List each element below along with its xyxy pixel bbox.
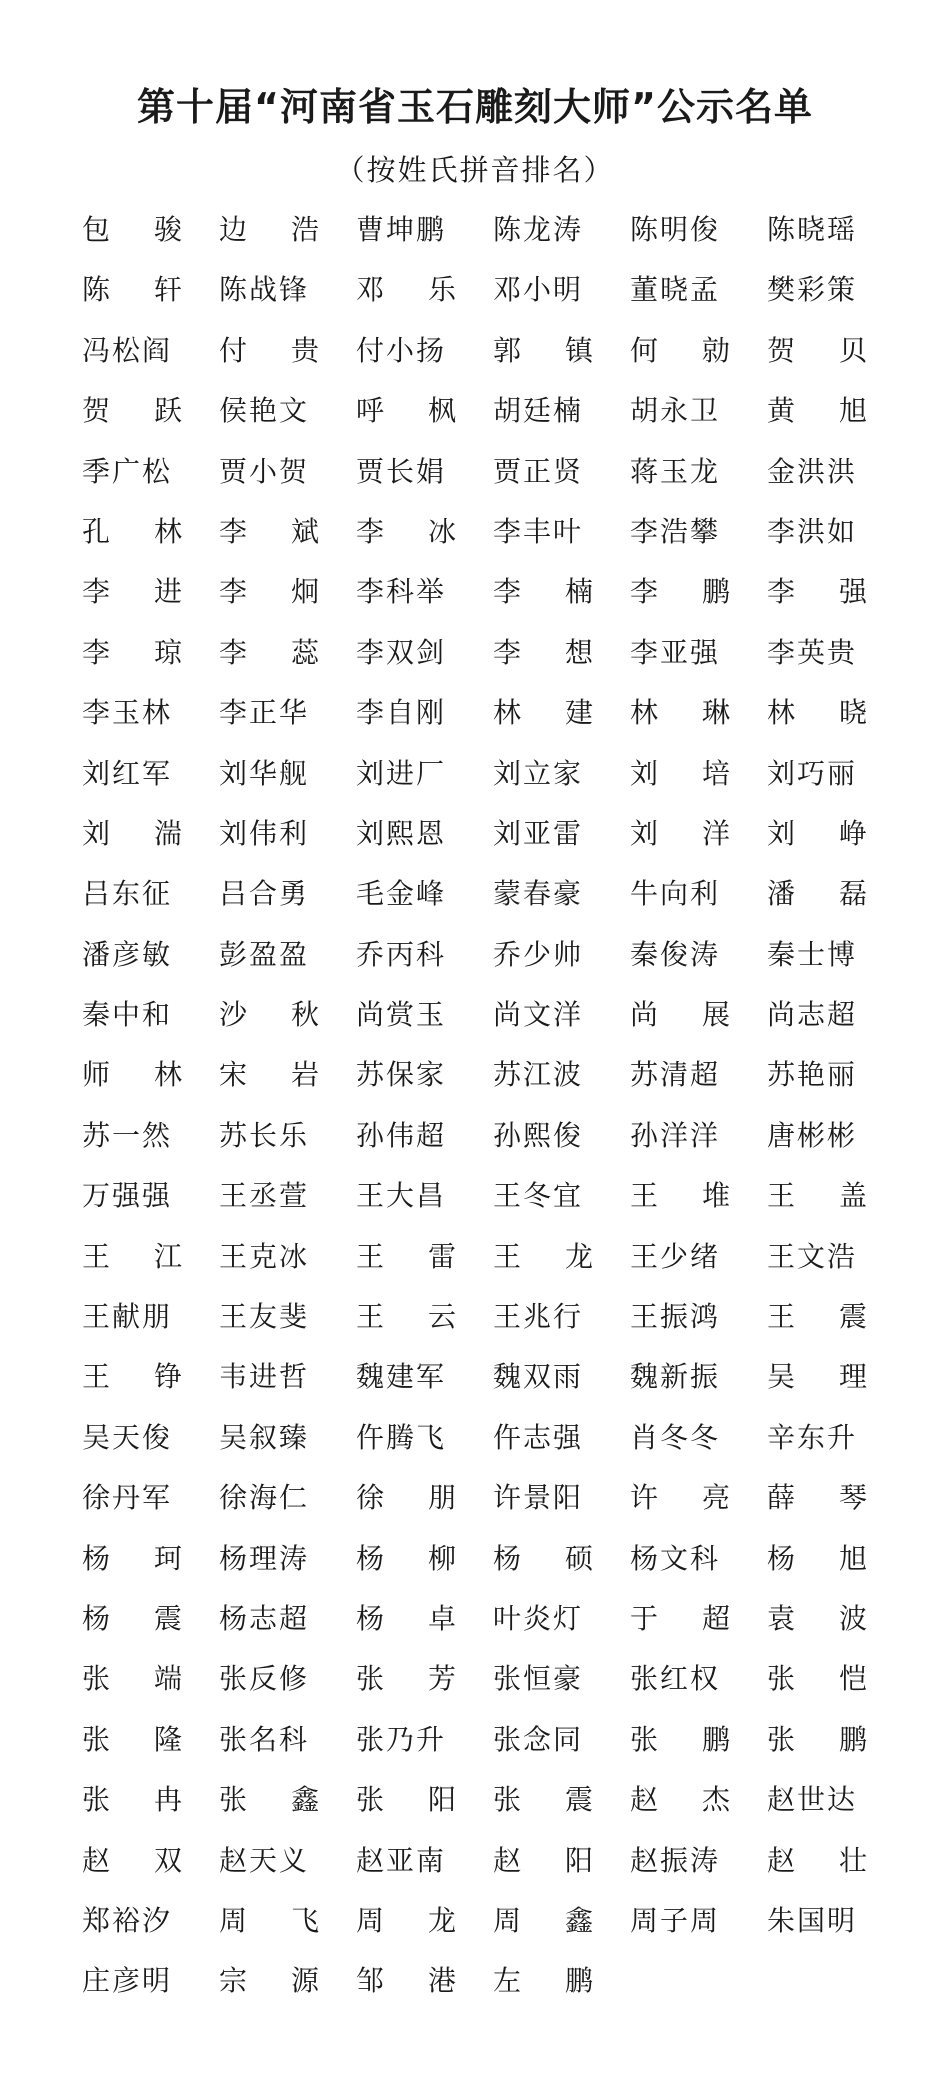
list-item: 周龙 [356,1903,501,1937]
list-item: 庄彦明 [82,1964,173,1998]
list-item: 贾正贤 [493,454,584,488]
list-item: 李丰叶 [493,514,584,548]
list-item: 张冉 [82,1783,227,1817]
list-item: 杨珂 [82,1541,227,1575]
list-item: 苏长乐 [219,1118,310,1152]
list-item: 王振鸿 [630,1300,721,1334]
list-item: 张鑫 [219,1783,364,1817]
list-item: 张芳 [356,1662,501,1696]
list-item: 孙洋洋 [630,1118,721,1152]
list-item: 毛金峰 [356,877,447,911]
list-item: 潘磊 [767,877,912,911]
list-item: 尚文洋 [493,998,584,1032]
list-item: 尚赏玉 [356,998,447,1032]
list-item: 王兆行 [493,1300,584,1334]
list-item: 李洪如 [767,514,858,548]
list-item: 王文浩 [767,1239,858,1273]
page-subtitle: （按姓氏拼音排名） [335,153,615,187]
list-item: 李英贵 [767,635,858,669]
list-item: 刘华舰 [219,756,310,790]
list-item: 苏艳丽 [767,1058,858,1092]
list-item: 乔丙科 [356,937,447,971]
list-item: 曹坤鹏 [356,213,447,246]
list-item: 张红权 [630,1662,721,1696]
list-item: 王铮 [82,1360,227,1394]
list-item: 李炯 [219,575,364,609]
list-item: 仵志强 [493,1420,584,1454]
list-item: 李科举 [356,575,447,609]
list-item: 苏一然 [82,1118,173,1152]
list-item: 徐海仁 [219,1481,310,1515]
list-item: 王克冰 [219,1239,310,1273]
list-item: 赵世达 [767,1783,858,1817]
list-item: 郭镇 [493,333,638,367]
list-item: 王盖 [767,1179,912,1213]
list-item: 苏江波 [493,1058,584,1092]
list-item: 李双剑 [356,635,447,669]
list-item: 李冰 [356,514,501,548]
list-item: 薛琴 [767,1481,912,1515]
list-item: 贾小贺 [219,454,310,488]
list-item: 杨卓 [356,1601,501,1635]
list-item: 董晓孟 [630,273,721,307]
list-item: 赵双 [82,1843,227,1877]
list-item: 孔林 [82,514,227,548]
list-item: 吴理 [767,1360,912,1394]
list-item: 杨文科 [630,1541,721,1575]
list-item: 左鹏 [493,1964,638,1998]
list-item: 贺贝 [767,333,912,367]
list-item: 沙秋 [219,998,364,1032]
list-item: 贾长娟 [356,454,447,488]
list-item: 徐丹军 [82,1481,173,1515]
list-item: 刘培 [630,756,775,790]
list-item: 吕东征 [82,877,173,911]
list-item: 牛向利 [630,877,721,911]
list-item: 杨硕 [493,1541,638,1575]
list-item: 侯艳文 [219,394,310,428]
list-item: 王献朋 [82,1300,173,1334]
list-item: 赵振涛 [630,1843,721,1877]
list-item: 张反修 [219,1662,310,1696]
list-item: 仵腾飞 [356,1420,447,1454]
list-item: 宋岩 [219,1058,364,1092]
list-item: 季广松 [82,454,173,488]
page-title: 第十届“河南省玉石雕刻大师”公示名单 [137,85,813,129]
list-item: 张震 [493,1783,638,1817]
list-item: 张隆 [82,1722,227,1756]
list-item: 李正华 [219,696,310,730]
list-item: 李楠 [493,575,638,609]
list-item: 包骏 [82,213,227,246]
list-item: 冯松阎 [82,333,173,367]
list-item: 王大昌 [356,1179,447,1213]
list-item: 吴天俊 [82,1420,173,1454]
list-item: 徐朋 [356,1481,501,1515]
list-item: 李斌 [219,514,364,548]
list-item: 魏双雨 [493,1360,584,1394]
list-item: 张念同 [493,1722,584,1756]
list-item: 刘熙恩 [356,816,447,850]
list-item: 李浩攀 [630,514,721,548]
list-item: 王龙 [493,1239,638,1273]
list-item: 赵天义 [219,1843,310,1877]
list-item: 秦士博 [767,937,858,971]
list-item: 刘峥 [767,816,912,850]
list-item: 张乃升 [356,1722,447,1756]
list-item: 王震 [767,1300,912,1334]
list-item: 宗源 [219,1964,364,1998]
list-item: 周飞 [219,1903,364,1937]
list-item: 陈晓瑶 [767,213,858,246]
list-item: 赵亚南 [356,1843,447,1877]
list-item: 李进 [82,575,227,609]
list-item: 王友斐 [219,1300,310,1334]
list-item: 彭盈盈 [219,937,310,971]
list-item: 杨震 [82,1601,227,1635]
list-item: 邓小明 [493,273,584,307]
list-item: 刘亚雷 [493,816,584,850]
list-item: 韦进哲 [219,1360,310,1394]
list-item: 魏建军 [356,1360,447,1394]
list-item: 李亚强 [630,635,721,669]
list-item: 刘红军 [82,756,173,790]
list-item: 张鹏 [767,1722,912,1756]
list-item: 边浩 [219,213,364,246]
list-item: 于超 [630,1601,775,1635]
list-item: 李玉林 [82,696,173,730]
list-item: 李琼 [82,635,227,669]
list-item: 刘进厂 [356,756,447,790]
list-item: 赵壮 [767,1843,912,1877]
list-item: 王云 [356,1300,501,1334]
list-item: 赵杰 [630,1783,775,1817]
list-item: 赵阳 [493,1843,638,1877]
list-item: 王冬宜 [493,1179,584,1213]
list-item: 王堆 [630,1179,775,1213]
list-item: 黄旭 [767,394,912,428]
list-item: 胡永卫 [630,394,721,428]
list-item: 邓乐 [356,273,501,307]
list-item: 杨志超 [219,1601,310,1635]
list-item: 朱国明 [767,1903,858,1937]
list-item: 郑裕汐 [82,1903,173,1937]
list-item: 林建 [493,696,638,730]
list-item: 孙熙俊 [493,1118,584,1152]
list-item: 吕合勇 [219,877,310,911]
list-item: 杨旭 [767,1541,912,1575]
list-item: 魏新振 [630,1360,721,1394]
list-item: 秦俊涛 [630,937,721,971]
list-item: 尚展 [630,998,775,1032]
list-item: 陈龙涛 [493,213,584,246]
list-item: 蒋玉龙 [630,454,721,488]
list-item: 何勍 [630,333,775,367]
list-item: 金洪洪 [767,454,858,488]
list-item: 张阳 [356,1783,501,1817]
list-item: 张名科 [219,1722,310,1756]
list-item: 贺跃 [82,394,227,428]
list-item: 付小扬 [356,333,447,367]
list-item: 唐彬彬 [767,1118,858,1152]
list-item: 胡廷楠 [493,394,584,428]
list-item: 秦中和 [82,998,173,1032]
list-item: 张恒豪 [493,1662,584,1696]
list-item: 苏清超 [630,1058,721,1092]
list-item: 李鹏 [630,575,775,609]
list-item: 辛东升 [767,1420,858,1454]
list-item: 吴叙臻 [219,1420,310,1454]
list-item: 李想 [493,635,638,669]
list-item: 潘彦敏 [82,937,173,971]
list-item: 樊彩策 [767,273,858,307]
list-item: 袁波 [767,1601,912,1635]
list-item: 肖冬冬 [630,1420,721,1454]
list-item: 张鹏 [630,1722,775,1756]
list-item: 万强强 [82,1179,173,1213]
list-item: 王少绪 [630,1239,721,1273]
list-item: 王雷 [356,1239,501,1273]
list-item: 张端 [82,1662,227,1696]
list-item: 周子周 [630,1903,721,1937]
list-item: 周鑫 [493,1903,638,1937]
list-item: 许景阳 [493,1481,584,1515]
list-item: 蒙春豪 [493,877,584,911]
list-item: 杨理涛 [219,1541,310,1575]
list-item: 刘立家 [493,756,584,790]
list-item: 李蕊 [219,635,364,669]
list-item: 付贵 [219,333,364,367]
list-item: 叶炎灯 [493,1601,584,1635]
list-item: 乔少帅 [493,937,584,971]
list-item: 李自刚 [356,696,447,730]
list-item: 林琳 [630,696,775,730]
list-item: 许亮 [630,1481,775,1515]
list-item: 陈明俊 [630,213,721,246]
list-item: 苏保家 [356,1058,447,1092]
list-item: 邹港 [356,1964,501,1998]
list-item: 林晓 [767,696,912,730]
name-list [82,200,912,2012]
list-item: 王江 [82,1239,227,1273]
list-item: 王丞萱 [219,1179,310,1213]
list-item: 刘湍 [82,816,227,850]
list-item: 李强 [767,575,912,609]
list-item: 杨柳 [356,1541,501,1575]
list-item: 陈战锋 [219,273,310,307]
list-item: 张恺 [767,1662,912,1696]
list-item: 刘伟利 [219,816,310,850]
list-item: 师林 [82,1058,227,1092]
list-item: 呼枫 [356,394,501,428]
list-item: 刘巧丽 [767,756,858,790]
list-item: 刘洋 [630,816,775,850]
list-item: 陈轩 [82,273,227,307]
list-item: 尚志超 [767,998,858,1032]
list-item: 孙伟超 [356,1118,447,1152]
